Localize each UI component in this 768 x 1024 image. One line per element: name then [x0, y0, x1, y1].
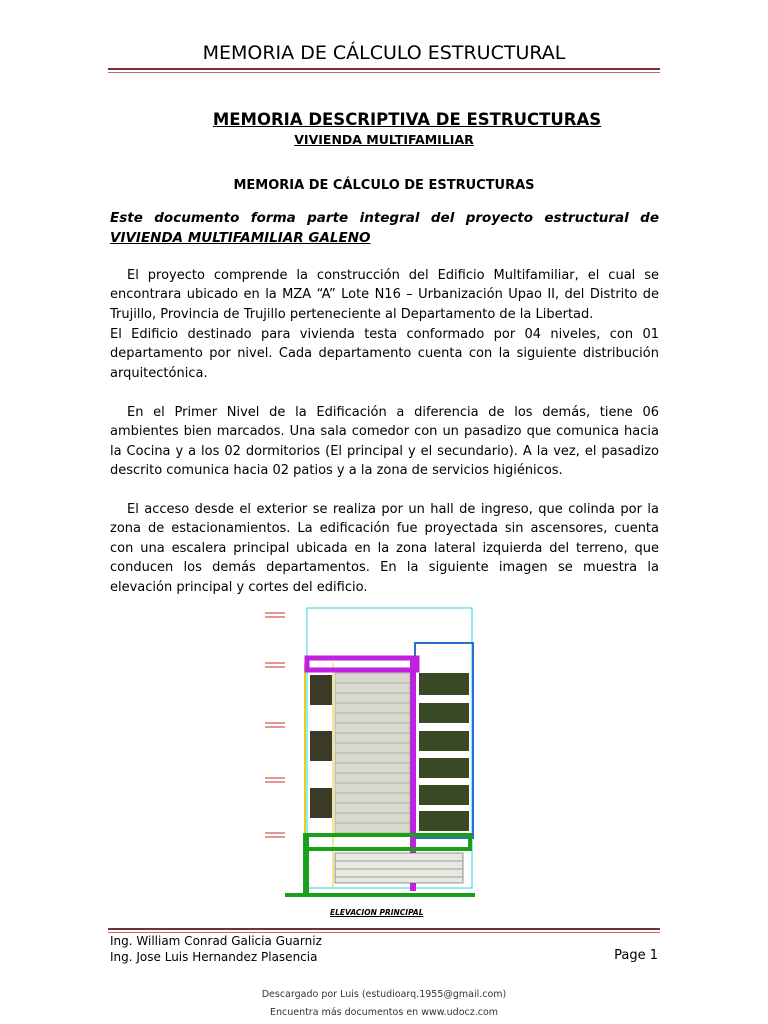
udocz-link[interactable]: Encuentra más documentos en www.udocz.com	[269, 1007, 499, 1018]
intro-prefix: Este documento forma parte integral del proyecto estructural de	[110, 210, 659, 226]
footer-author-2: Ing. Jose Luis Hernandez Plasencia	[110, 950, 318, 964]
page-number: Page 1	[614, 948, 658, 963]
paragraph: En el Primer Nivel de la Edificación a diferencia de los demás, tiene 06 ambientes bien marcados. Una sala comedor con un pasadizo que comunica hacia la Cocina y a los 02 dormitorios (El principal y el secundario). A la vez, el pasadizo descrito comunica hacia 02 patios y a la zona de servicios higiénicos.	[110, 405, 659, 479]
footer-author-1: Ing. William Conrad Galicia Guarniz	[110, 934, 322, 948]
paragraph: El Edificio destinado para vivienda testa conformado por 04 niveles, con 01 departamento por nivel. Cada departamento cuenta con la siguiente distribución arquitectónica.	[110, 327, 659, 381]
header-rule-thin	[108, 72, 660, 73]
paragraph: El acceso desde el exterior se realiza por un hall de ingreso, que colinda por la zona de estacionamientos. La edificación fue proyectada sin ascensores, cuenta con una escalera principal ubicada en la zona lateral izquierda del terreno, que conducen los demás departamentos. En la siguiente imagen se muestra la elevación principal y cortes del edificio.	[110, 502, 659, 595]
document-subtitle: VIVIENDA MULTIFAMILIAR	[294, 132, 474, 147]
intro-project-name: VIVIENDA MULTIFAMILIAR GALENO	[110, 230, 371, 246]
page-header-title: MEMORIA DE CÁLCULO ESTRUCTURAL	[202, 42, 566, 64]
document-title: MEMORIA DESCRIPTIVA DE ESTRUCTURAS	[212, 110, 602, 129]
footer-rule	[108, 928, 660, 930]
download-notice: Descargado por Luis (estudioarq.1955@gmail.com)	[261, 989, 507, 1000]
footer-rule-thin	[108, 932, 660, 933]
figure-caption: ELEVACION PRINCIPAL	[330, 908, 424, 917]
elevation-drawing	[255, 603, 485, 903]
header-rule	[108, 68, 660, 70]
intro-statement	[110, 208, 659, 248]
paragraph: El proyecto comprende la construcción del Edificio Multifamiliar, el cual se encontrara ubicado en la MZA “A” Lote N16 – Urbanización Upao II, del Distrito de Trujillo, Provincia de Trujillo perteneciente al Departamento de la Libertad.	[110, 268, 659, 322]
section-title: MEMORIA DE CÁLCULO DE ESTRUCTURAS	[233, 178, 535, 193]
